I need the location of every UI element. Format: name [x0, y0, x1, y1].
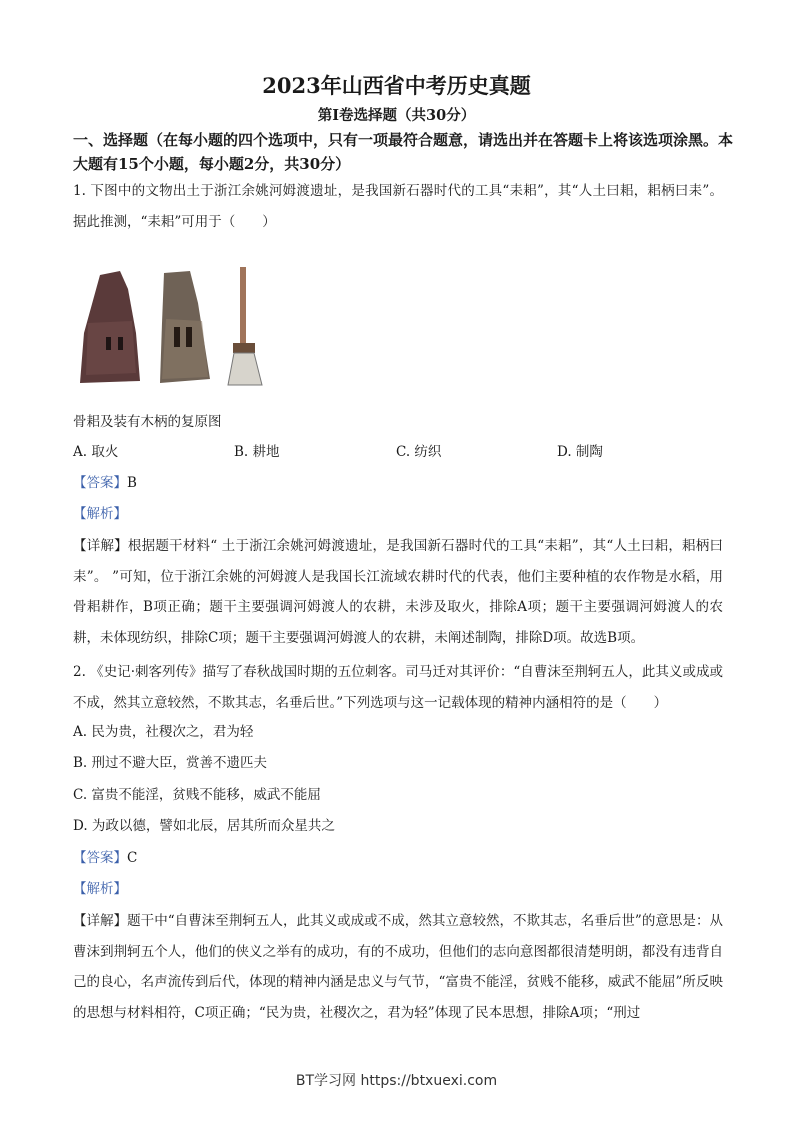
- q2-analysis-tag: [73, 879, 127, 899]
- answer-tag: 【答案】: [73, 850, 127, 866]
- detail-text: 根据题干材料“ 土于浙江余姚河姆渡遗址，是我国新石器时代的工具“耒耜”，其“人土曰耜，耜柄曰耒”。 ”可知，位于浙江余姚的河姆渡人是我国长江流域农耕时代的代表，他们主要种植的农作物是水稻，用骨耜耕作，B项正确；题干主要强调河姆渡人的农耕，未涉及取火，排除A项；题干主要强调河姆渡人的农耕，未体现纺织，排除C项；题干主要强调河姆渡人的农耕，未阐述制陶，排除D项。故选B项。: [73, 538, 723, 646]
- wooden-handle: [240, 267, 246, 349]
- q1-option-d: D. 制陶: [557, 444, 603, 460]
- answer-tag: 【答案】: [73, 475, 127, 491]
- q1-option-b: B. 耕地: [234, 444, 280, 460]
- restored-blade: [228, 353, 262, 385]
- q2-option-a: A. 民为贵，社稷次之，君为轻: [73, 724, 254, 740]
- page-subtitle: 第I卷选择题（共30分）: [317, 107, 476, 124]
- detail-tag: 【详解】: [73, 913, 128, 929]
- page-title: 2023年山西省中考历史真题: [262, 73, 531, 98]
- answer-value: B: [127, 475, 137, 491]
- section-heading: 一、选择题（在每小题的四个选项中，只有一项最符合题意，请选出并在答题卡上将该选项涂黑。本大题有15个小题，每小题2分，共30分）: [73, 131, 734, 173]
- q1-option-a: A. 取火: [73, 444, 119, 460]
- q1-detail: [73, 531, 723, 653]
- question-1-stem: 1. 下图中的文物出土于浙江余姚河姆渡遗址，是我国新石器时代的工具“耒耜”，其“人土曰耜，耜柄曰耒”。据此推测，“耒耜”可用于（ ）: [73, 183, 723, 230]
- analysis-tag: 【解析】: [73, 506, 127, 522]
- question-2-stem: 2. 《史记·刺客列传》描写了春秋战国时期的五位刺客。司马迁对其评价：“自曹沫至荆轲五人，此其义或成或不成，然其立意较然，不欺其志，名垂后世。”下列选项与这一记载体现的精神内涵相符的是（ ）: [73, 664, 723, 711]
- q2-option-b: B. 刑过不避大臣，赏善不遗匹夫: [73, 755, 268, 771]
- q1-answer: [73, 473, 137, 493]
- analysis-tag: 【解析】: [73, 881, 127, 897]
- detail-tag: 【详解】: [73, 538, 128, 554]
- answer-value: C: [127, 850, 138, 866]
- site-footer: BT学习网 https://btxuexi.com: [295, 1073, 498, 1089]
- q1-analysis-tag: [73, 504, 127, 524]
- q1-option-c: C. 纺织: [396, 444, 442, 460]
- q2-answer: [73, 848, 137, 868]
- detail-text: 题干中“自曹沫至荆轲五人，此其义或成或不成，然其立意较然，不欺其志，名垂后世”的意思是：从曹沫到荆轲五个人，他们的侠义之举有的成功，有的不成功，但他们的志向意图都很清楚明朗，都没有违背自己的良心，名声流传到后代，体现的精神内涵是忠义与气节，“富贵不能淫，贫贱不能移，威武不能屈”所反映的思想与材料相符，C项正确；“民为贵，社稷次之，君为轻”体现了民本思想，排除A项；“刑过: [73, 913, 723, 1021]
- q2-option-d: D. 为政以德，譬如北辰，居其所而众星共之: [73, 818, 335, 834]
- q2-detail: [73, 906, 723, 1028]
- bone-spade-figure: [78, 263, 268, 388]
- figure-caption: 骨耜及装有木柄的复原图: [73, 414, 222, 430]
- q2-option-c: C. 富贵不能淫，贫贱不能移，威武不能屈: [73, 787, 321, 803]
